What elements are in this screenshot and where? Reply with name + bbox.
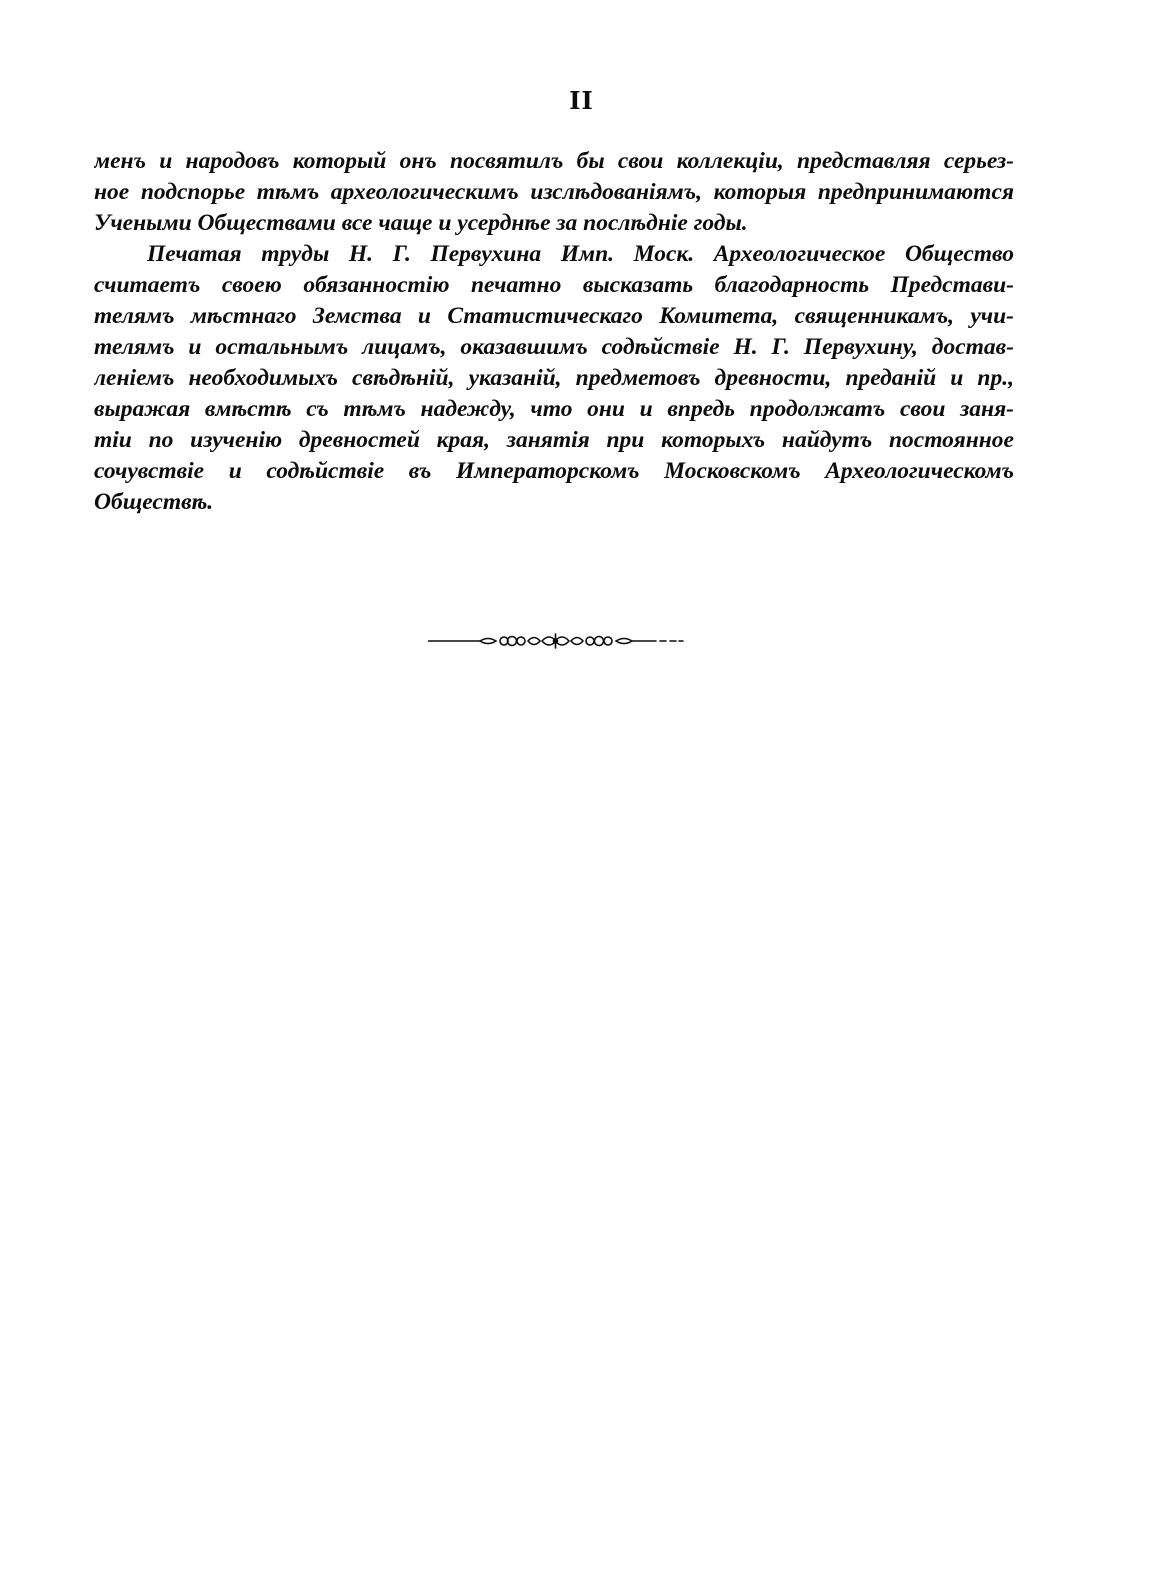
paragraph-1 [94, 146, 1014, 239]
text-line: Обществѣ. [94, 489, 214, 515]
text-line: считаетъ своею обязанностію печатно высказать благодарность Представи- [94, 272, 1014, 298]
ornamental-divider-icon [428, 633, 684, 649]
text-line: телямъ мѣстнаго Земства и Статистическаго Комитета, священникамъ, учи- [94, 303, 1014, 329]
text-line: леніемъ необходимыхъ свѣдѣній, указаній, предметовъ древности, преданій и пр., [94, 365, 1014, 391]
text-line: Печатая труды Н. Г. Первухина Имп. Моск. Археологическое Общество [147, 241, 1014, 267]
text-line: ное подспорье тѣмъ археологическимъ изслѣдованіямъ, которыя предпринимаются [94, 179, 1014, 205]
text-line: тіи по изученію древностей края, занятія при которыхъ найдутъ постоянное [94, 427, 1014, 453]
text-line: выражая вмѣстѣ съ тѣмъ надежду, что они и впредь продолжатъ свои заня- [94, 396, 1014, 422]
paragraph-2 [94, 239, 1014, 518]
text-line: сочувствіе и содѣйствіе въ Императорскомъ Московскомъ Археологическомъ [94, 458, 1014, 484]
body-text [94, 146, 1014, 518]
text-line: телямъ и остальнымъ лицамъ, оказавшимъ содѣйствіе Н. Г. Первухину, достав- [94, 334, 1014, 360]
page-number: II [569, 86, 594, 115]
text-line: менъ и народовъ который онъ посвятилъ бы свои коллекціи, представляя серьез- [94, 148, 1014, 174]
text-line: Учеными Обществами все чаще и усерднѣе за послѣдніе годы. [94, 210, 748, 236]
